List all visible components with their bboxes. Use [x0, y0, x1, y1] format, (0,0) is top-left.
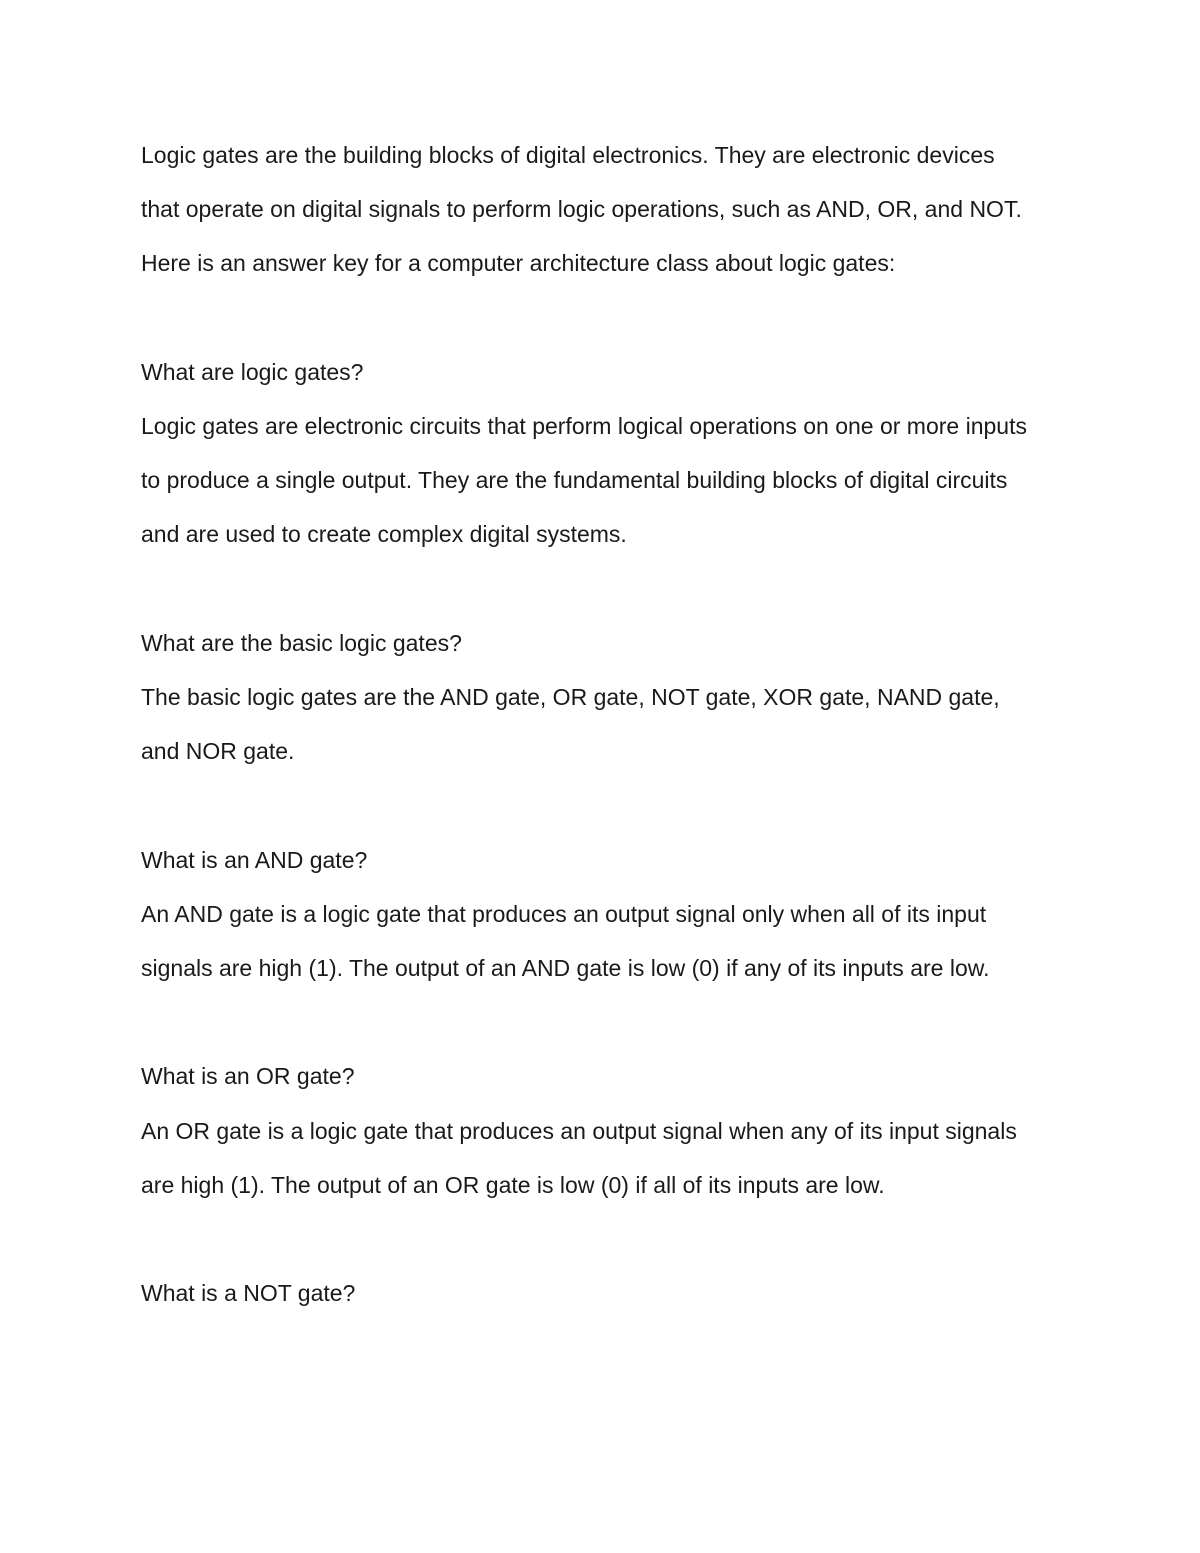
paragraph-spacer — [141, 562, 1071, 616]
paragraph-spacer — [141, 778, 1071, 832]
answer-line: and NOR gate. — [141, 738, 295, 765]
intro-line: Here is an answer key for a computer architecture class about logic gates: — [141, 250, 896, 277]
qa-block-basic-gates — [141, 616, 1071, 779]
qa-block-logic-gates — [141, 345, 1071, 562]
document-body — [141, 128, 1071, 1320]
intro-line: Logic gates are the building blocks of digital electronics. They are electronic devices — [141, 142, 995, 168]
paragraph-spacer — [141, 291, 1071, 345]
question: What is a NOT gate? — [141, 1280, 356, 1307]
answer-line: An OR gate is a logic gate that produces an output signal when any of its input signals — [141, 1117, 1017, 1144]
answer-line: to produce a single output. They are the fundamental building blocks of digital circuits — [141, 467, 1008, 494]
question: What is an OR gate? — [141, 1063, 355, 1090]
answer-line: Logic gates are electronic circuits that perform logical operations on one or more inputs — [141, 413, 1027, 439]
paragraph-spacer — [141, 1212, 1071, 1266]
question: What are the basic logic gates? — [141, 629, 462, 656]
paragraph-spacer — [141, 995, 1071, 1049]
answer-line: signals are high (1). The output of an AND gate is low (0) if any of its inputs are low. — [141, 955, 990, 981]
answer-line: are high (1). The output of an OR gate is low (0) if all of its inputs are low. — [141, 1171, 885, 1198]
answer-line: An AND gate is a logic gate that produces an output signal only when all of its input — [141, 900, 987, 927]
answer-line: and are used to create complex digital systems. — [141, 521, 627, 548]
qa-block-or-gate — [141, 1049, 1071, 1212]
answer-line: The basic logic gates are the AND gate, OR gate, NOT gate, XOR gate, NAND gate, — [141, 684, 1000, 710]
intro-paragraph — [141, 128, 1071, 291]
question: What are logic gates? — [141, 358, 364, 385]
qa-block-not-gate — [141, 1266, 1071, 1320]
intro-line: that operate on digital signals to perform logic operations, such as AND, OR, and NOT. — [141, 196, 1022, 223]
question: What is an AND gate? — [141, 846, 368, 873]
qa-block-and-gate — [141, 833, 1071, 996]
